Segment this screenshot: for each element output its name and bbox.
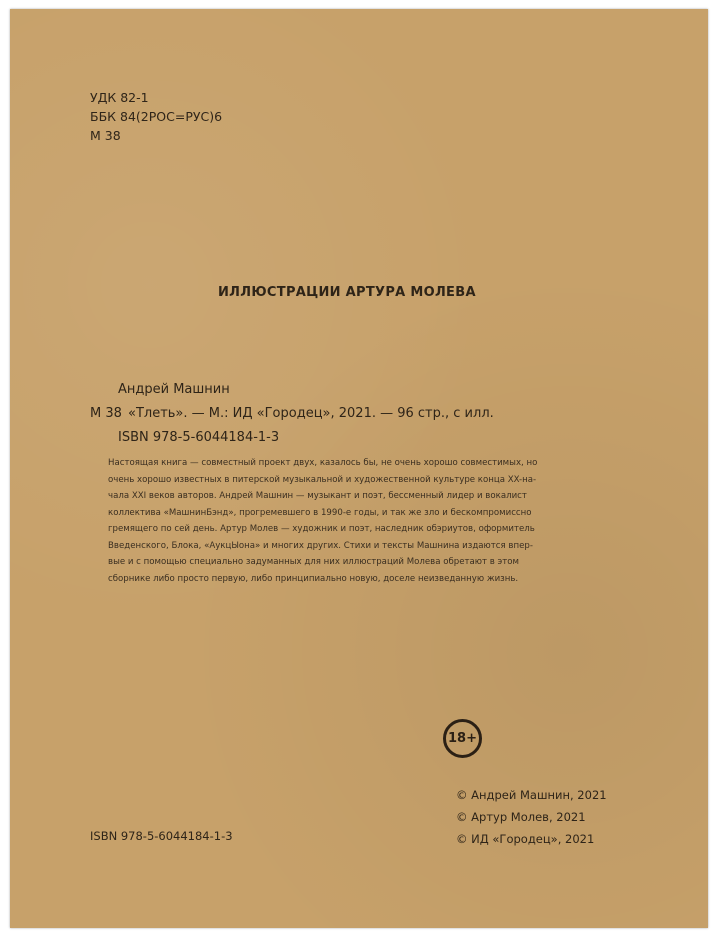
copyright-publisher: © ИД «Городец», 2021 [456,832,595,846]
bib-author: Андрей Машнин [118,382,230,397]
bib-mark: М 38 [90,406,122,421]
description-line: коллектива «МашнинБэнд», прогремевшего в 1990-е годы, и так же зло и бескомпромиссно [108,507,532,518]
book-description [108,455,605,587]
description-line: вые и с помощью специально задуманных для них иллюстраций Молева обретают в этом [108,557,520,567]
bbk-code: ББК 84(2РОС=РУС)6 [90,109,223,124]
description-line: чала XXI веков авторов. Андрей Машнин — музыкант и поэт, бессменный лидер и вокалист [108,491,527,501]
age-rating-badge [443,719,482,758]
description-line: Настоящая книга — совместный проект двух, казалось бы, не очень хорошо совместимых, но [108,458,538,468]
illustrations-heading: ИЛЛЮСТРАЦИИ АРТУРА МОЛЕВА [218,285,476,300]
description-line: сборнике либо просто первую, либо принципиально новую, доселе неизведанную жизнь. [108,573,519,584]
description-line: Введенского, Блока, «АукцЫона» и многих других. Стихи и тексты Машнина издаются впер- [108,540,533,551]
copyright-author: © Андрей Машнин, 2021 [456,788,607,802]
udk-code: УДК 82-1 [90,90,149,105]
description-line: гремящего по сей день. Артур Молев — художник и поэт, наследник обэриутов, оформитель [108,524,535,534]
description-line: очень хорошо известных в питерской музыкальной и художественной культуре конца XX-на- [108,474,537,485]
age-rating-label: 18+ [448,731,477,746]
copyright-illustrator: © Артур Молев, 2021 [456,810,586,824]
bib-isbn: ISBN 978-5-6044184-1-3 [118,430,280,445]
author-mark: М 38 [90,128,121,143]
bib-record: «Тлеть». — М.: ИД «Городец», 2021. — 96 стр., с илл. [128,406,494,421]
footer-isbn: ISBN 978-5-6044184-1-3 [90,829,233,843]
